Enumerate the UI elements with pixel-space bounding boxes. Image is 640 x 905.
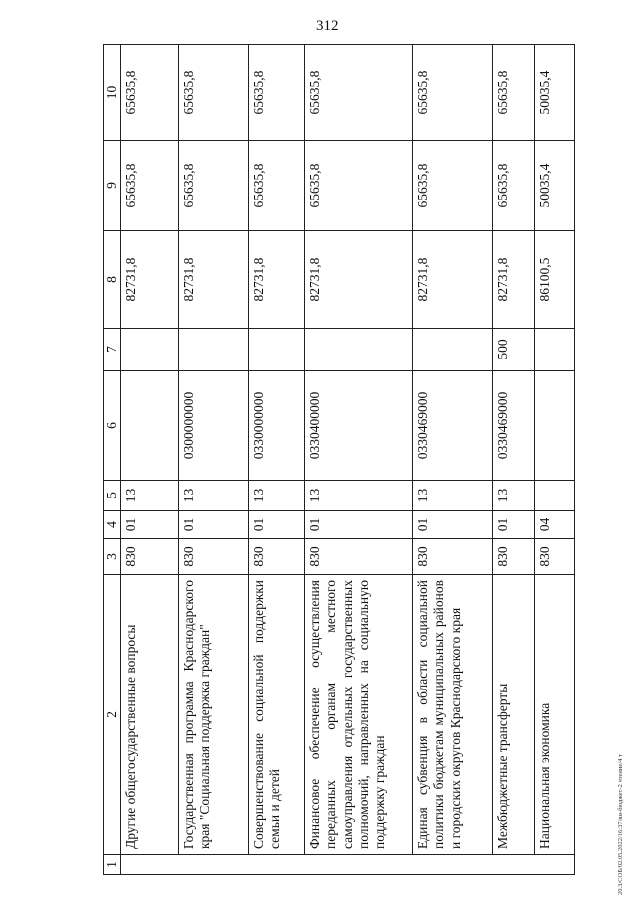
cell-code: 830 <box>413 539 493 575</box>
cell-target: 0330400000 <box>305 371 413 481</box>
cell-amount-3: 65635,8 <box>493 45 535 141</box>
column-header: 9 <box>104 141 121 231</box>
cell-expense-type <box>121 329 179 371</box>
cell-code: 830 <box>535 539 575 575</box>
table-row <box>249 45 305 875</box>
cell-target <box>121 371 179 481</box>
table-row <box>535 45 575 875</box>
cell-amount-1: 82731,8 <box>179 231 249 329</box>
cell-amount-2: 65635,8 <box>179 141 249 231</box>
cell-amount-3: 65635,8 <box>121 45 179 141</box>
cell-code: 830 <box>179 539 249 575</box>
cell-subsection: 13 <box>305 481 413 511</box>
header-row <box>104 45 121 875</box>
cell-amount-3: 65635,8 <box>413 45 493 141</box>
rotated-table-container <box>103 45 603 875</box>
cell-expense-type <box>413 329 493 371</box>
cell-amount-2: 65635,8 <box>493 141 535 231</box>
cell-section: 01 <box>121 511 179 539</box>
cell-amount-1: 82731,8 <box>121 231 179 329</box>
cell-section: 01 <box>179 511 249 539</box>
cell-expense-type <box>179 329 249 371</box>
cell-target: 0330469000 <box>493 371 535 481</box>
row-name: Совершенствование социальной поддержки семьи и детей <box>249 575 305 855</box>
cell-section: 01 <box>493 511 535 539</box>
cell-expense-type <box>305 329 413 371</box>
cell-subsection: 13 <box>493 481 535 511</box>
cell-amount-3: 65635,8 <box>305 45 413 141</box>
cell-expense-type <box>535 329 575 371</box>
column-header: 8 <box>104 231 121 329</box>
cell-expense-type <box>249 329 305 371</box>
cell-section: 01 <box>249 511 305 539</box>
cell-amount-1: 82731,8 <box>493 231 535 329</box>
cell-code: 830 <box>493 539 535 575</box>
column-header: 2 <box>104 575 121 855</box>
row-name: Финансовое обеспечение осуществления переданных органам местного самоуправления отдельных государственных полномочий, направленных на социальную поддержку граждан <box>305 575 413 855</box>
cell-code: 830 <box>121 539 179 575</box>
cell-target <box>535 371 575 481</box>
cell-section: 01 <box>305 511 413 539</box>
cell-section: 04 <box>535 511 575 539</box>
row-name: Другие общегосударственные вопросы <box>121 575 179 855</box>
column-header: 5 <box>104 481 121 511</box>
column-header: 3 <box>104 539 121 575</box>
cell-amount-2: 65635,8 <box>249 141 305 231</box>
row-name: Государственная программа Краснодарского края "Социальная поддержка граждан" <box>179 575 249 855</box>
cell-amount-1: 82731,8 <box>249 231 305 329</box>
table-row <box>413 45 493 875</box>
column-header: 7 <box>104 329 121 371</box>
cell-amount-2: 65635,8 <box>305 141 413 231</box>
cell-subsection: 13 <box>179 481 249 511</box>
table-row <box>179 45 249 875</box>
cell-subsection: 13 <box>249 481 305 511</box>
table-row <box>493 45 535 875</box>
page-number: 312 <box>316 18 339 34</box>
row-name: Единая субвенция в области социальной политики бюджетам муниципальных районов и городских округов Краснодарского края <box>413 575 493 855</box>
row-number-cell <box>121 855 575 875</box>
column-header: 6 <box>104 371 121 481</box>
cell-section: 01 <box>413 511 493 539</box>
cell-expense-type: 500 <box>493 329 535 371</box>
table-row <box>305 45 413 875</box>
cell-target: 0330000000 <box>249 371 305 481</box>
table-row <box>121 45 179 875</box>
cell-code: 830 <box>249 539 305 575</box>
side-note: 20.3/СОБ/02.05.2022/16:37/вн-бюджет-2 чтение/4 т <box>617 754 624 895</box>
column-header: 10 <box>104 45 121 141</box>
column-header: 1 <box>104 855 121 875</box>
cell-amount-2: 65635,8 <box>121 141 179 231</box>
cell-amount-1: 82731,8 <box>305 231 413 329</box>
cell-amount-1: 86100,5 <box>535 231 575 329</box>
cell-code: 830 <box>305 539 413 575</box>
budget-table <box>103 44 575 875</box>
column-header: 4 <box>104 511 121 539</box>
cell-amount-2: 65635,8 <box>413 141 493 231</box>
cell-target: 0300000000 <box>179 371 249 481</box>
row-name: Национальная экономика <box>535 575 575 855</box>
cell-amount-3: 50035,4 <box>535 45 575 141</box>
cell-target: 0330469000 <box>413 371 493 481</box>
cell-amount-1: 82731,8 <box>413 231 493 329</box>
cell-subsection <box>535 481 575 511</box>
cell-amount-3: 65635,8 <box>179 45 249 141</box>
row-name: Межбюджетные трансферты <box>493 575 535 855</box>
cell-amount-3: 65635,8 <box>249 45 305 141</box>
cell-amount-2: 50035,4 <box>535 141 575 231</box>
cell-subsection: 13 <box>121 481 179 511</box>
cell-subsection: 13 <box>413 481 493 511</box>
